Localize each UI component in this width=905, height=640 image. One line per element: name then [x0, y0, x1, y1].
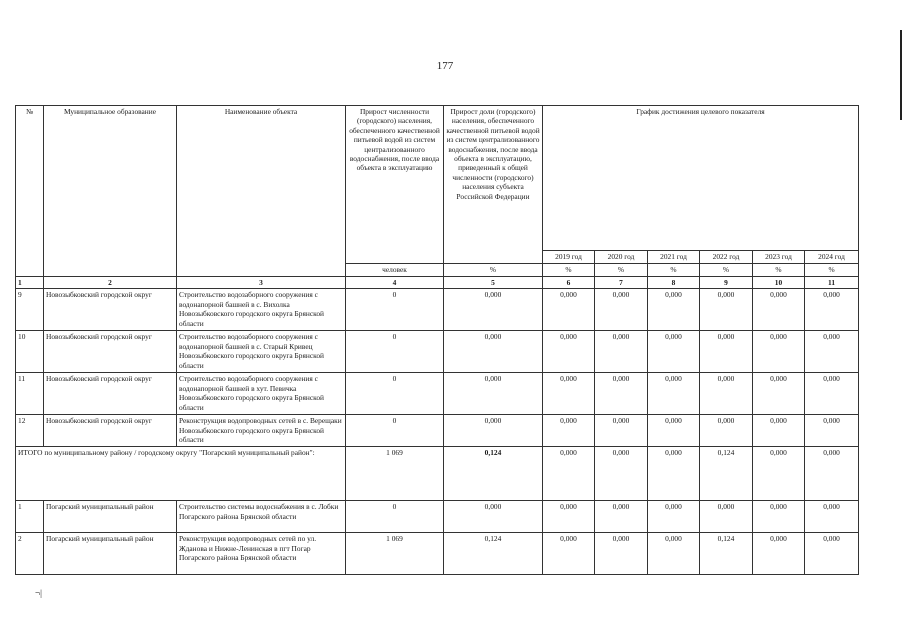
row-municipality: Новозыбковский городской округ	[44, 415, 177, 447]
row-object: Реконструкция водопроводных сетей в с. Верещаки Новозыбковского городского округа Брянской области	[177, 415, 346, 447]
row-year-value: 0,000	[700, 415, 753, 447]
row-municipality: Новозыбковский городской округ	[44, 331, 177, 373]
table-row	[16, 331, 859, 373]
row-year-value: 0,000	[700, 373, 753, 415]
row-year-value: 0,000	[543, 533, 595, 575]
col-number: 9	[700, 277, 753, 289]
header-year: 2024 год	[805, 251, 859, 264]
table-row	[16, 501, 859, 533]
col-number: 2	[44, 277, 177, 289]
row-year-value: 0,000	[805, 415, 859, 447]
row-object: Строительство водозаборного сооружения с водонапорной башней в хут. Певичка Новозыбковского городского округа Брянской области	[177, 373, 346, 415]
row-municipality: Погарский муниципальный район	[44, 501, 177, 533]
row-year-value: 0,000	[805, 289, 859, 331]
col-number: 10	[753, 277, 805, 289]
page-edge-bar	[900, 30, 902, 120]
header-no: №	[16, 106, 44, 277]
header-year: 2020 год	[595, 251, 648, 264]
row-no: 12	[16, 415, 44, 447]
row-year-value: 0,000	[648, 331, 700, 373]
row-year-value: 0,000	[648, 373, 700, 415]
row-share: 0,000	[444, 373, 543, 415]
row-year-value: 0,000	[648, 533, 700, 575]
table-row	[16, 373, 859, 415]
total-share: 0,124	[444, 447, 543, 501]
header-year: 2023 год	[753, 251, 805, 264]
row-share: 0,124	[444, 533, 543, 575]
row-year-value: 0,000	[753, 289, 805, 331]
total-year-value: 0,000	[805, 447, 859, 501]
row-year-value: 0,000	[648, 289, 700, 331]
row-no: 2	[16, 533, 44, 575]
col-number: 11	[805, 277, 859, 289]
unit-percent: %	[543, 264, 595, 277]
header-row	[16, 106, 859, 251]
page-number: 177	[436, 60, 454, 72]
header-year: 2022 год	[700, 251, 753, 264]
row-year-value: 0,000	[648, 415, 700, 447]
row-year-value: 0,000	[700, 501, 753, 533]
corner-mark: ¬|	[35, 588, 42, 598]
row-year-value: 0,000	[595, 331, 648, 373]
row-people: 0	[346, 331, 444, 373]
header-share-growth: Прирост доли (городского) населения, обеспеченного качественной питьевой водой из систем централизованного водоснабжения, после ввода объекта в эксплуатацию, приведенный к общей численности (городского) населения субъекта Российской Федерации	[444, 106, 543, 264]
row-year-value: 0,000	[805, 331, 859, 373]
row-people: 1 069	[346, 533, 444, 575]
unit-percent: %	[444, 264, 543, 277]
row-people: 0	[346, 289, 444, 331]
row-no: 10	[16, 331, 44, 373]
col-number: 8	[648, 277, 700, 289]
target-indicator-table	[15, 105, 859, 575]
col-number: 7	[595, 277, 648, 289]
column-numbers-row	[16, 277, 859, 289]
row-year-value: 0,000	[753, 501, 805, 533]
row-people: 0	[346, 373, 444, 415]
row-year-value: 0,000	[805, 533, 859, 575]
row-object: Строительство водозаборного сооружения с водонапорной башней в с. Старый Кривец Новозыбковского городского округа Брянской области	[177, 331, 346, 373]
header-municipality: Муниципальное образование	[44, 106, 177, 277]
row-no: 1	[16, 501, 44, 533]
header-schedule: График достижения целевого показателя	[543, 106, 859, 251]
row-object: Строительство водозаборного сооружения с водонапорной башней в с. Вихолка Новозыбковского городского округа Брянской области	[177, 289, 346, 331]
row-municipality: Погарский муниципальный район	[44, 533, 177, 575]
row-year-value: 0,000	[753, 331, 805, 373]
row-year-value: 0,000	[595, 501, 648, 533]
total-row	[16, 447, 859, 501]
table-row	[16, 415, 859, 447]
col-number: 4	[346, 277, 444, 289]
row-year-value: 0,000	[543, 289, 595, 331]
total-label: ИТОГО по муниципальному району / городскому округу "Погарский муниципальный район":	[16, 447, 346, 501]
row-year-value: 0,000	[543, 331, 595, 373]
row-year-value: 0,000	[753, 373, 805, 415]
table-row	[16, 289, 859, 331]
col-number: 1	[16, 277, 44, 289]
total-year-value: 0,000	[648, 447, 700, 501]
row-year-value: 0,000	[595, 373, 648, 415]
unit-percent: %	[805, 264, 859, 277]
row-people: 0	[346, 501, 444, 533]
row-no: 9	[16, 289, 44, 331]
row-year-value: 0,124	[700, 533, 753, 575]
row-year-value: 0,000	[543, 501, 595, 533]
total-people: 1 069	[346, 447, 444, 501]
row-year-value: 0,000	[700, 289, 753, 331]
row-year-value: 0,000	[700, 331, 753, 373]
total-year-value: 0,000	[543, 447, 595, 501]
row-year-value: 0,000	[543, 373, 595, 415]
row-year-value: 0,000	[805, 501, 859, 533]
unit-percent: %	[648, 264, 700, 277]
col-number: 5	[444, 277, 543, 289]
row-year-value: 0,000	[595, 289, 648, 331]
row-municipality: Новозыбковский городской округ	[44, 289, 177, 331]
row-year-value: 0,000	[595, 415, 648, 447]
row-people: 0	[346, 415, 444, 447]
row-no: 11	[16, 373, 44, 415]
col-number: 6	[543, 277, 595, 289]
row-object: Реконструкция водопроводных сетей по ул. Жданова и Нижне-Ленинская в пгт Погар Погарского района Брянской области	[177, 533, 346, 575]
row-share: 0,000	[444, 331, 543, 373]
header-population-growth: Прирост численности (городского) населения, обеспеченного качественной питьевой водой из систем централизованного водоснабжения, после ввода объекта в эксплуатацию	[346, 106, 444, 264]
table-row	[16, 533, 859, 575]
total-year-value: 0,000	[595, 447, 648, 501]
row-share: 0,000	[444, 289, 543, 331]
row-municipality: Новозыбковский городской округ	[44, 373, 177, 415]
col-number: 3	[177, 277, 346, 289]
unit-percent: %	[595, 264, 648, 277]
total-year-value: 0,124	[700, 447, 753, 501]
row-year-value: 0,000	[543, 415, 595, 447]
unit-percent: %	[700, 264, 753, 277]
row-share: 0,000	[444, 415, 543, 447]
total-year-value: 0,000	[753, 447, 805, 501]
header-object-name: Наименование объекта	[177, 106, 346, 277]
row-object: Строительство системы водоснабжения в с. Лобки Погарского района Брянской области	[177, 501, 346, 533]
row-year-value: 0,000	[753, 415, 805, 447]
row-year-value: 0,000	[595, 533, 648, 575]
unit-percent: %	[753, 264, 805, 277]
row-year-value: 0,000	[753, 533, 805, 575]
row-share: 0,000	[444, 501, 543, 533]
row-year-value: 0,000	[805, 373, 859, 415]
header-year: 2021 год	[648, 251, 700, 264]
unit-people: человек	[346, 264, 444, 277]
row-year-value: 0,000	[648, 501, 700, 533]
header-year: 2019 год	[543, 251, 595, 264]
